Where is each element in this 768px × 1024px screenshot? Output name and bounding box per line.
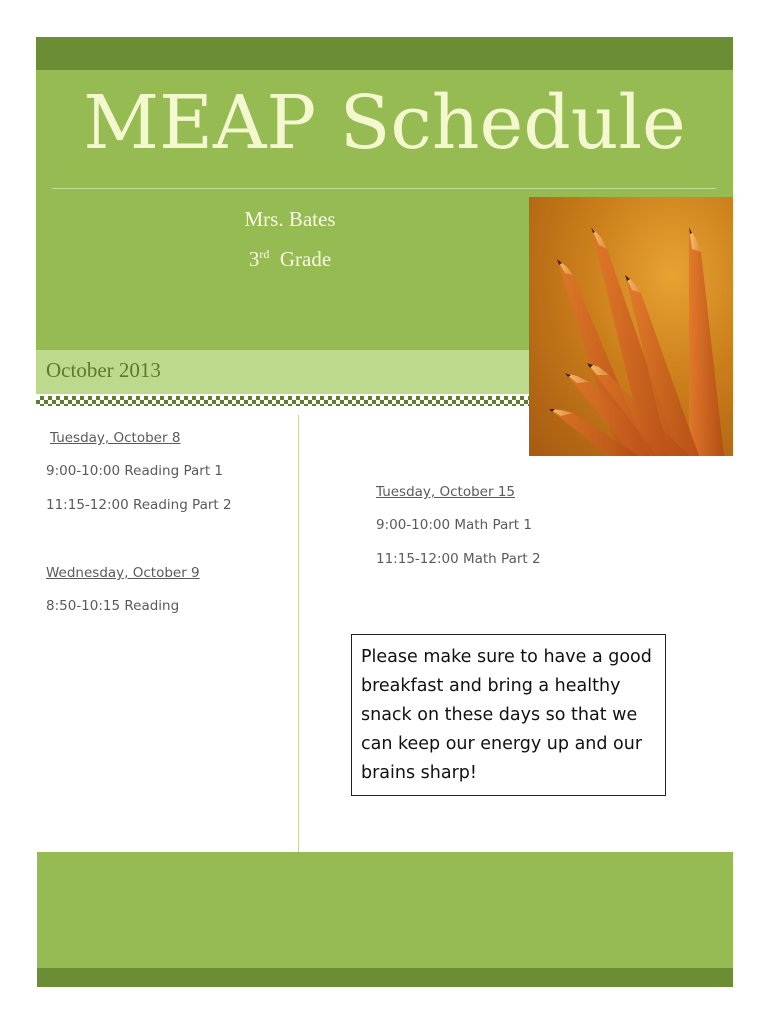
grade-label	[180, 247, 400, 272]
schedule-item: 11:15-12:00 Math Part 2	[376, 551, 541, 567]
schedule-item: 11:15-12:00 Reading Part 2	[46, 497, 232, 513]
teacher-name: Mrs. Bates	[244, 207, 336, 231]
checkered-border	[36, 396, 531, 406]
schedule-item: 9:00-10:00 Reading Part 1	[46, 463, 224, 479]
column-divider	[298, 415, 299, 853]
grade-suffix: rd	[259, 247, 270, 261]
header-divider	[52, 188, 716, 189]
reminder-note: Please make sure to have a good breakfast and bring a healthy snack on these days so that we can keep our energy up and our brains sharp!	[351, 634, 666, 796]
date-heading: Tuesday, October 15	[376, 484, 516, 500]
date-heading: Tuesday, October 8	[50, 430, 181, 446]
pencils-photo	[529, 197, 733, 456]
footer-panel	[37, 852, 733, 970]
grade-word: Grade	[279, 247, 332, 271]
month-label: October 2013	[46, 358, 161, 382]
schedule-item: 9:00-10:00 Math Part 1	[376, 517, 532, 533]
schedule-item: 8:50-10:15 Reading	[46, 598, 180, 614]
top-band	[36, 37, 733, 70]
grade-number: 3	[248, 247, 260, 271]
pencils-icon	[529, 197, 733, 456]
page-title: MEAP Schedule	[83, 80, 686, 166]
date-heading: Wednesday, October 9	[46, 565, 200, 581]
footer-strip	[37, 968, 733, 987]
